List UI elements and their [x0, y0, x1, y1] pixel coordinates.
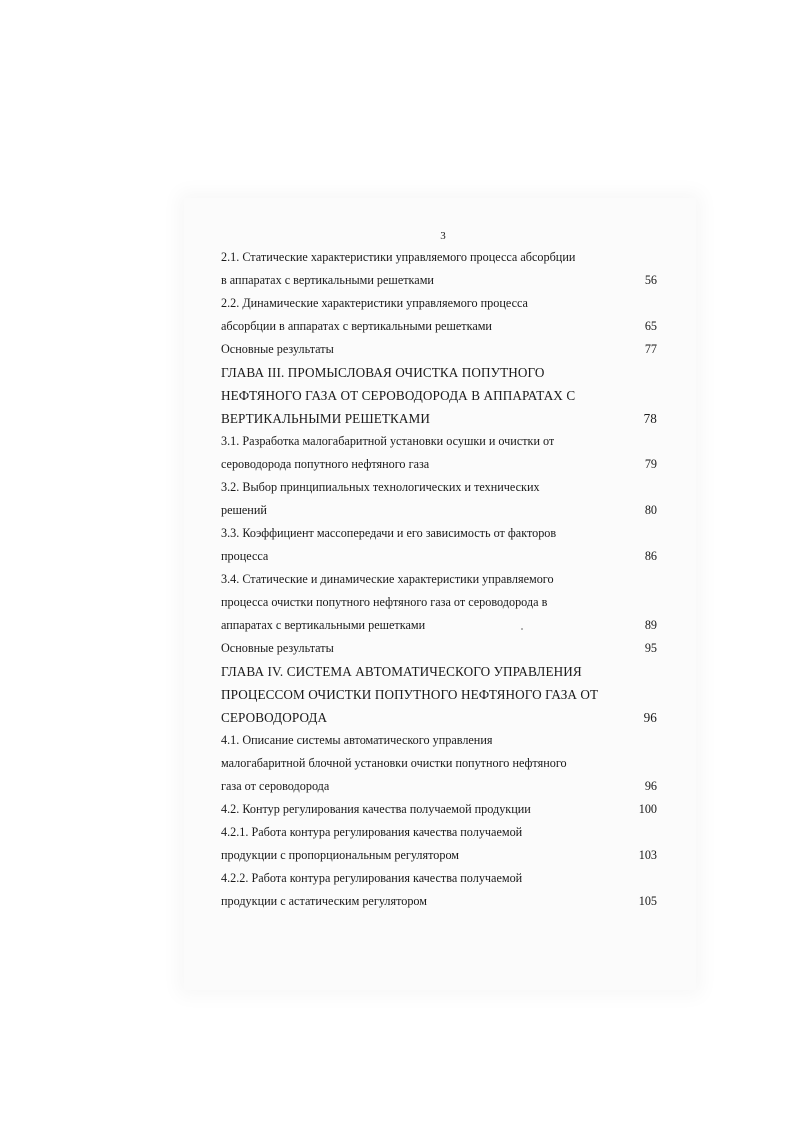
toc-page-number: 80	[644, 503, 657, 517]
toc-entry-text: продукции с астатическим регулятором	[221, 894, 428, 908]
toc-entry-text: 3.1. Разработка малогабаритной установки осушки и очистки от	[221, 434, 555, 448]
toc-entry-text: 3.4. Статические и динамические характеристики управляемого	[221, 572, 554, 586]
toc-page-number: 103	[638, 848, 657, 862]
toc-entry-text: решений	[221, 503, 267, 517]
toc-entry-line	[221, 315, 663, 338]
toc-entry-text: 2.1. Статические характеристики управляемого процесса абсорбции	[221, 250, 576, 264]
toc-heading-line	[221, 384, 663, 407]
scan-speck	[521, 628, 523, 630]
toc-entry-text: сероводорода попутного нефтяного газа	[221, 457, 430, 471]
toc-entry-line	[221, 798, 663, 821]
toc-page-number: 89	[644, 618, 657, 632]
toc-entry-line	[221, 775, 663, 798]
toc-entry-line	[221, 338, 663, 361]
toc-entry-text: аппаратах с вертикальными решетками	[221, 618, 426, 632]
toc-entry-line	[221, 821, 663, 844]
toc-entry-line	[221, 867, 663, 890]
toc-entry-line	[221, 292, 663, 315]
toc-entry-line	[221, 844, 663, 867]
toc-page-number: 105	[638, 894, 657, 908]
toc-entry-text: газа от сероводорода	[221, 779, 330, 793]
toc-page-number: 65	[644, 319, 657, 333]
toc-entry-line	[221, 522, 663, 545]
toc-entry-text: в аппаратах с вертикальными решетками	[221, 273, 434, 287]
toc-entry-text: процесса	[221, 549, 269, 563]
page-number: 3	[440, 230, 446, 242]
toc-entry-text: 3.2. Выбор принципиальных технологических и технических	[221, 480, 540, 494]
toc-heading-line	[221, 407, 663, 430]
toc-heading-line	[221, 361, 663, 384]
toc-page-number: 100	[638, 802, 657, 816]
toc-entry-line	[221, 476, 663, 499]
toc-entry-text: ГЛАВА IV. СИСТЕМА АВТОМАТИЧЕСКОГО УПРАВЛЕНИЯ	[221, 664, 582, 679]
toc-entry-text: 2.2. Динамические характеристики управляемого процесса	[221, 296, 528, 310]
toc-entry-line	[221, 614, 663, 637]
table-of-contents	[221, 246, 663, 913]
toc-entry-text: Основные результаты	[221, 342, 334, 356]
toc-entry-text: процесса очистки попутного нефтяного газа от сероводорода в	[221, 595, 548, 609]
toc-entry-line	[221, 637, 663, 660]
toc-entry-line	[221, 591, 663, 614]
toc-entry-text: 4.2.1. Работа контура регулирования качества получаемой	[221, 825, 523, 839]
toc-entry-line	[221, 752, 663, 775]
toc-entry-line	[221, 430, 663, 453]
toc-entry-text: СЕРОВОДОРОДА	[221, 710, 328, 725]
toc-entry-line	[221, 890, 663, 913]
toc-entry-line	[221, 568, 663, 591]
toc-entry-text: малогабаритной блочной установки очистки попутного нефтяного	[221, 756, 567, 770]
toc-entry-text: абсорбции в аппаратах с вертикальными решетками	[221, 319, 492, 333]
toc-page-number: 96	[643, 710, 657, 725]
toc-heading-line	[221, 660, 663, 683]
toc-entry-text: 4.2. Контур регулирования качества получаемой продукции	[221, 802, 531, 816]
toc-page-number: 78	[643, 411, 657, 426]
toc-entry-text: ПРОЦЕССОМ ОЧИСТКИ ПОПУТНОГО НЕФТЯНОГО ГАЗА ОТ	[221, 687, 599, 702]
toc-heading-line	[221, 683, 663, 706]
toc-entry-text: ВЕРТИКАЛЬНЫМИ РЕШЕТКАМИ	[221, 411, 431, 426]
toc-entry-text: Основные результаты	[221, 641, 334, 655]
toc-entry-text: НЕФТЯНОГО ГАЗА ОТ СЕРОВОДОРОДА В АППАРАТАХ С	[221, 388, 576, 403]
toc-entry-line	[221, 246, 663, 269]
toc-page-number: 79	[644, 457, 657, 471]
toc-entry-text: ГЛАВА III. ПРОМЫСЛОВАЯ ОЧИСТКА ПОПУТНОГО	[221, 365, 545, 380]
toc-entry-text: продукции с пропорциональным регулятором	[221, 848, 460, 862]
toc-page-number: 95	[644, 641, 657, 655]
toc-entry-line	[221, 545, 663, 568]
toc-entry-text: 3.3. Коэффициент массопередачи и его зависимость от факторов	[221, 526, 557, 540]
toc-entry-text: 4.2.2. Работа контура регулирования качества получаемой	[221, 871, 523, 885]
toc-page-number: 96	[644, 779, 657, 793]
toc-entry-text: 4.1. Описание системы автоматического управления	[221, 733, 493, 747]
toc-page-number: 56	[644, 273, 657, 287]
toc-page-number: 86	[644, 549, 657, 563]
toc-heading-line	[221, 706, 663, 729]
toc-entry-line	[221, 453, 663, 476]
toc-entry-line	[221, 269, 663, 292]
toc-page-number: 77	[644, 342, 657, 356]
toc-entry-line	[221, 499, 663, 522]
toc-entry-line	[221, 729, 663, 752]
